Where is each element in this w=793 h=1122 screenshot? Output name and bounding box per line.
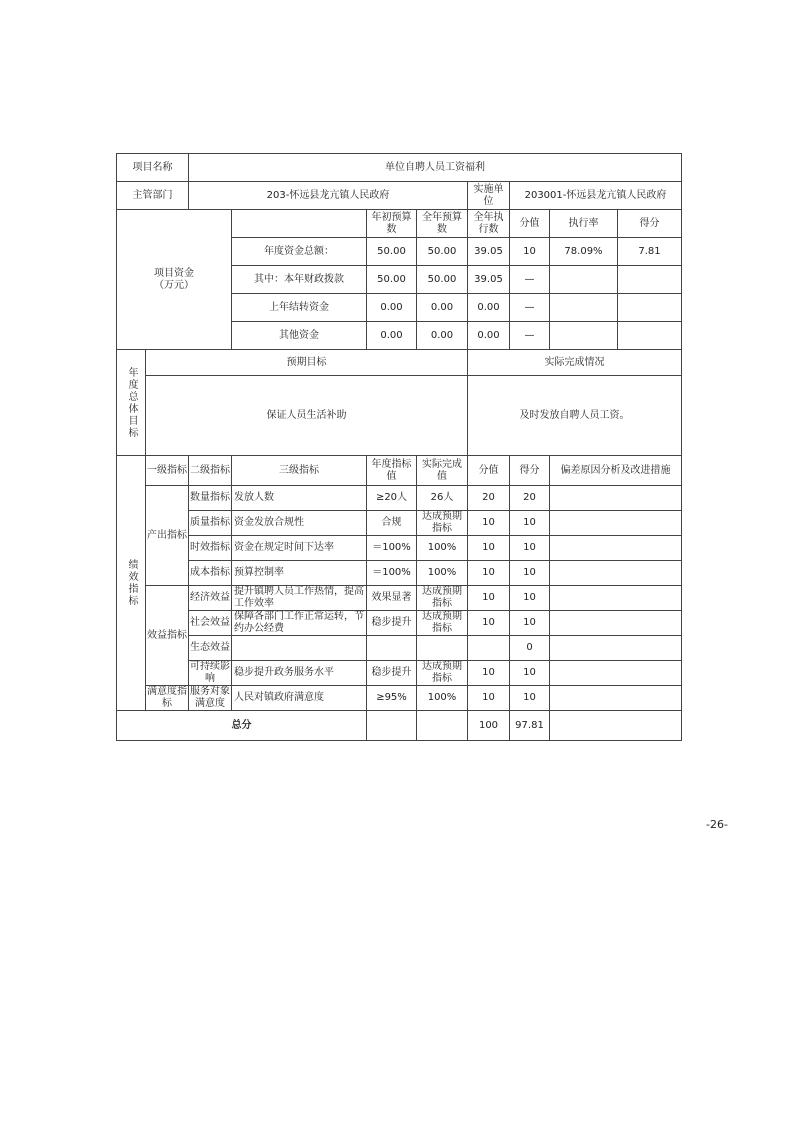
indicator-remark: [550, 611, 682, 636]
funds-score-value: —: [510, 322, 550, 350]
total-score: 97.81: [510, 711, 550, 741]
actual-completion-text: 及时发放自聘人员工资。: [468, 376, 682, 456]
funds-executed: 0.00: [468, 322, 510, 350]
indicator-level2: 成本指标: [189, 561, 232, 586]
indicator-row: [117, 611, 682, 636]
project-name-value: 单位自聘人员工资福利: [189, 154, 682, 182]
indicator-header: 一级指标: [146, 456, 189, 486]
goals-header-row: [117, 350, 682, 376]
expected-goal-text: 保证人员生活补助: [146, 376, 468, 456]
indicator-value: 10: [468, 586, 510, 611]
indicator-value: 10: [468, 611, 510, 636]
indicator-level2: 时效指标: [189, 536, 232, 561]
indicator-level3: 提升镇聘人员工作热情，提高工作效率: [232, 586, 367, 611]
indicator-score: 10: [510, 611, 550, 636]
total-value: 100: [468, 711, 510, 741]
indicator-value: 10: [468, 511, 510, 536]
indicator-target: ≥20人: [367, 486, 417, 511]
indicator-row: [117, 486, 682, 511]
indicator-remark: [550, 661, 682, 686]
department-label: 主管部门: [117, 182, 189, 210]
indicator-row: [117, 511, 682, 536]
department-value: 203-怀远县龙亢镇人民政府: [189, 182, 468, 210]
indicator-actual: 26人: [417, 486, 468, 511]
indicator-remark: [550, 511, 682, 536]
indicator-level3: 资金发放合规性: [232, 511, 367, 536]
indicator-level2: 生态效益: [189, 636, 232, 661]
funds-column-header: 年初预算数: [367, 210, 417, 238]
funds-initial: 50.00: [367, 238, 417, 266]
indicator-level1: 满意度指标: [147, 686, 187, 709]
total-row: [117, 711, 682, 741]
funds-annual: 0.00: [417, 322, 468, 350]
indicator-target: ≥95%: [367, 686, 417, 711]
performance-table: [116, 153, 682, 741]
indicator-actual: 100%: [417, 561, 468, 586]
indicator-header: 三级指标: [232, 456, 367, 486]
funds-score: [618, 266, 682, 294]
funds-row-label: 上年结转资金: [232, 294, 367, 322]
indicator-row: [117, 536, 682, 561]
funds-score-value: 10: [510, 238, 550, 266]
indicator-header: 实际完成值: [417, 456, 468, 486]
goals-content-row: [117, 376, 682, 456]
funds-rate: [550, 266, 618, 294]
indicator-level2: 服务对象满意度: [190, 686, 230, 709]
indicator-target: 效果显著: [367, 586, 417, 611]
indicator-remark: [550, 686, 682, 711]
funds-annual: 50.00: [417, 238, 468, 266]
funds-row-label: 年度资金总额：: [232, 238, 367, 266]
funds-score-value: —: [510, 266, 550, 294]
indicator-level2: 可持续影响: [190, 661, 230, 684]
funds-annual: 0.00: [417, 294, 468, 322]
indicator-target: [367, 636, 417, 661]
funds-label: 项目资金 （万元）: [117, 210, 232, 350]
indicator-target: 稳步提升: [367, 661, 417, 686]
indicator-target: ＝100%: [367, 536, 417, 561]
indicator-actual: 达成预期指标: [417, 661, 468, 686]
indicator-level2: 社会效益: [189, 611, 232, 636]
total-remark: [550, 711, 682, 741]
indicator-level3: [232, 636, 367, 661]
indicator-level3: 保障各部门工作正常运转，节约办公经费: [232, 611, 367, 636]
indicator-level2: 质量指标: [189, 511, 232, 536]
indicator-score: 10: [510, 511, 550, 536]
indicator-target: ＝100%: [367, 561, 417, 586]
funds-initial: 0.00: [367, 322, 417, 350]
funds-rate: [550, 294, 618, 322]
funds-column-header: 得分: [618, 210, 682, 238]
indicator-remark: [550, 561, 682, 586]
indicator-header-row: [117, 456, 682, 486]
total-empty: [417, 711, 468, 741]
indicator-level1: 效益指标: [146, 586, 189, 686]
page-number: -26-: [706, 818, 728, 831]
funds-initial: 50.00: [367, 266, 417, 294]
indicator-row: [117, 561, 682, 586]
indicator-header: 二级指标: [189, 456, 232, 486]
indicator-row: [117, 661, 682, 686]
funds-score: [618, 322, 682, 350]
indicator-header: 年度指标值: [367, 456, 417, 486]
actual-completion-label: 实际完成情况: [468, 350, 682, 376]
department-row: [117, 182, 682, 210]
indicator-actual: 达成预期指标: [417, 611, 468, 636]
indicator-score: 10: [510, 661, 550, 686]
indicator-score: 20: [510, 486, 550, 511]
performance-indicators-label-text: 绩效指标: [126, 559, 137, 607]
funds-column-header: 全年预算数: [417, 210, 468, 238]
expected-goal-label: 预期目标: [146, 350, 468, 376]
indicator-actual: 达成预期指标: [417, 511, 468, 536]
annual-goal-label: [117, 350, 146, 456]
indicator-score: 10: [510, 686, 550, 711]
indicator-remark: [550, 586, 682, 611]
indicator-level3: 人民对镇政府满意度: [232, 686, 367, 711]
funds-column-header: 分值: [510, 210, 550, 238]
funds-executed: 39.05: [468, 238, 510, 266]
indicator-remark: [550, 486, 682, 511]
indicator-actual: 100%: [417, 686, 468, 711]
funds-header-row: [117, 210, 682, 238]
indicator-target: 合规: [367, 511, 417, 536]
total-label: 总分: [117, 711, 367, 741]
funds-row-label: 其他资金: [232, 322, 367, 350]
funds-corner: [232, 210, 367, 238]
indicator-level2: 经济效益: [189, 586, 232, 611]
indicator-actual: 100%: [417, 536, 468, 561]
indicator-score: 10: [510, 561, 550, 586]
performance-indicators-label: [117, 456, 146, 711]
funds-row-label: 其中：本年财政拨款: [232, 266, 367, 294]
indicator-level2: 数量指标: [189, 486, 232, 511]
indicator-score: 10: [510, 586, 550, 611]
indicator-level1: 产出指标: [146, 486, 189, 586]
indicator-target: 稳步提升: [367, 611, 417, 636]
indicator-value: [468, 636, 510, 661]
funds-annual: 50.00: [417, 266, 468, 294]
funds-rate: [550, 322, 618, 350]
indicator-remark: [550, 636, 682, 661]
funds-rate: 78.09%: [550, 238, 618, 266]
funds-initial: 0.00: [367, 294, 417, 322]
project-name-label: 项目名称: [117, 154, 189, 182]
indicator-level3: 资金在规定时间下达率: [232, 536, 367, 561]
indicator-value: 10: [468, 686, 510, 711]
funds-column-header: 全年执行数: [468, 210, 510, 238]
implementing-unit-label: 实施单位: [468, 182, 510, 210]
indicator-remark: [550, 536, 682, 561]
total-empty: [367, 711, 417, 741]
indicator-header: 分值: [468, 456, 510, 486]
funds-score: [618, 294, 682, 322]
indicator-row: [117, 686, 682, 711]
funds-column-header: 执行率: [550, 210, 618, 238]
funds-executed: 39.05: [468, 266, 510, 294]
indicator-value: 10: [468, 536, 510, 561]
implementing-unit-value: 203001-怀远县龙亢镇人民政府: [510, 182, 682, 210]
indicator-level3: 发放人数: [232, 486, 367, 511]
indicator-value: 10: [468, 561, 510, 586]
funds-executed: 0.00: [468, 294, 510, 322]
indicator-header: 得分: [510, 456, 550, 486]
annual-goal-label-text: 年度总体目标: [126, 366, 137, 439]
indicator-actual: [417, 636, 468, 661]
indicator-score: 0: [510, 636, 550, 661]
indicator-row: [117, 636, 682, 661]
indicator-header: 偏差原因分析及改进措施: [550, 456, 682, 486]
indicator-score: 10: [510, 536, 550, 561]
indicator-row: [117, 586, 682, 611]
indicator-level3: 预算控制率: [232, 561, 367, 586]
indicator-value: 10: [468, 661, 510, 686]
project-name-row: [117, 154, 682, 182]
indicator-actual: 达成预期指标: [417, 586, 468, 611]
indicator-value: 20: [468, 486, 510, 511]
funds-score-value: —: [510, 294, 550, 322]
indicator-level3: 稳步提升政务服务水平: [232, 661, 367, 686]
funds-score: 7.81: [618, 238, 682, 266]
